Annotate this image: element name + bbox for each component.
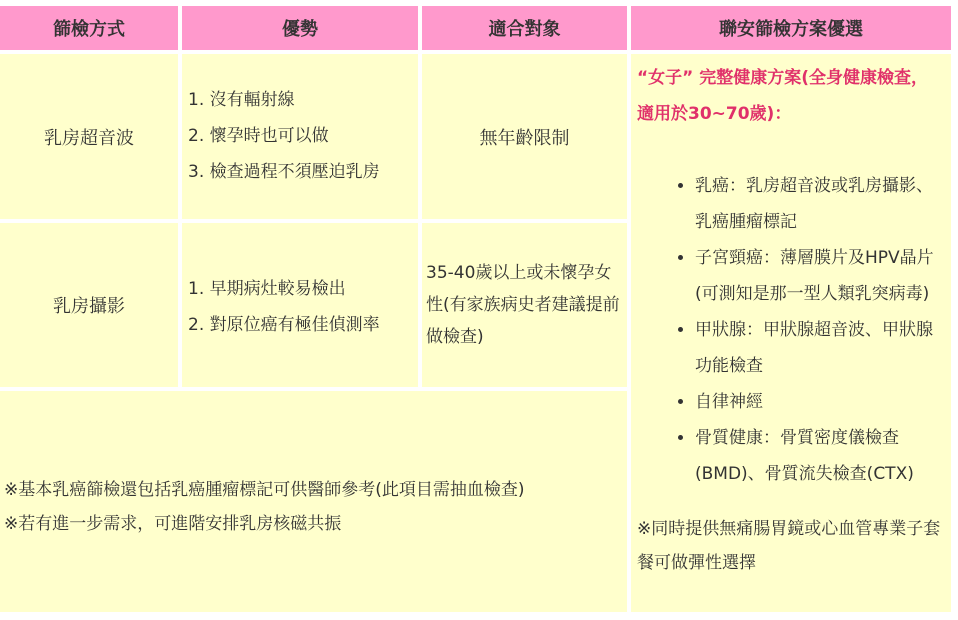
plan-footer: ※同時提供無痛腸胃鏡或心血管專業子套餐可做彈性選擇 — [637, 519, 941, 573]
advantage-item: 2. 懷孕時也可以做 — [188, 126, 329, 146]
plan-item: • 甲狀腺：甲狀腺超音波、甲狀腺功能檢查 — [695, 312, 941, 384]
plan-highlight: “女子” 完整健康方案(全身健康檢查，適用於30~70歲)： — [637, 68, 929, 124]
note-mri: ※若有進一步需求，可進階安排乳房核磁共振 — [4, 514, 342, 534]
plan-cell — [631, 54, 951, 612]
advantage-item: 1. 沒有輻射線 — [188, 90, 295, 110]
advantage-item: 3. 檢查過程不須壓迫乳房 — [188, 162, 380, 182]
plan-item: • 自律神經 — [695, 384, 941, 420]
plan-list — [637, 168, 941, 492]
suitable-ultrasound: 無年齡限制 — [422, 54, 627, 219]
method-ultrasound: 乳房超音波 — [0, 54, 178, 219]
header-method: 篩檢方式 — [0, 6, 178, 50]
header-advantages: 優勢 — [182, 6, 418, 50]
header-plan: 聯安篩檢方案優選 — [631, 6, 951, 50]
advantage-item: 1. 早期病灶較易檢出 — [188, 279, 346, 299]
suitable-mammography: 35-40歲以上或未懷孕女性(有家族病史者建議提前做檢查) — [422, 223, 627, 387]
header-suitable: 適合對象 — [422, 6, 627, 50]
advantage-item: 2. 對原位癌有極佳偵測率 — [188, 315, 380, 335]
note-tumor-marker: ※基本乳癌篩檢還包括乳癌腫瘤標記可供醫師參考(此項目需抽血檢查) — [4, 480, 525, 500]
plan-item: • 子宮頸癌：薄層膜片及HPV晶片(可測知是那一型人類乳突病毒) — [695, 240, 941, 312]
advantages-mammography — [182, 223, 418, 387]
notes-cell — [0, 391, 627, 612]
plan-item: • 乳癌：乳房超音波或乳房攝影、乳癌腫瘤標記 — [695, 168, 941, 240]
advantages-ultrasound — [182, 54, 418, 219]
method-mammography: 乳房攝影 — [0, 223, 178, 387]
plan-item: • 骨質健康：骨質密度儀檢查(BMD)、骨質流失檢查(CTX) — [695, 420, 941, 492]
